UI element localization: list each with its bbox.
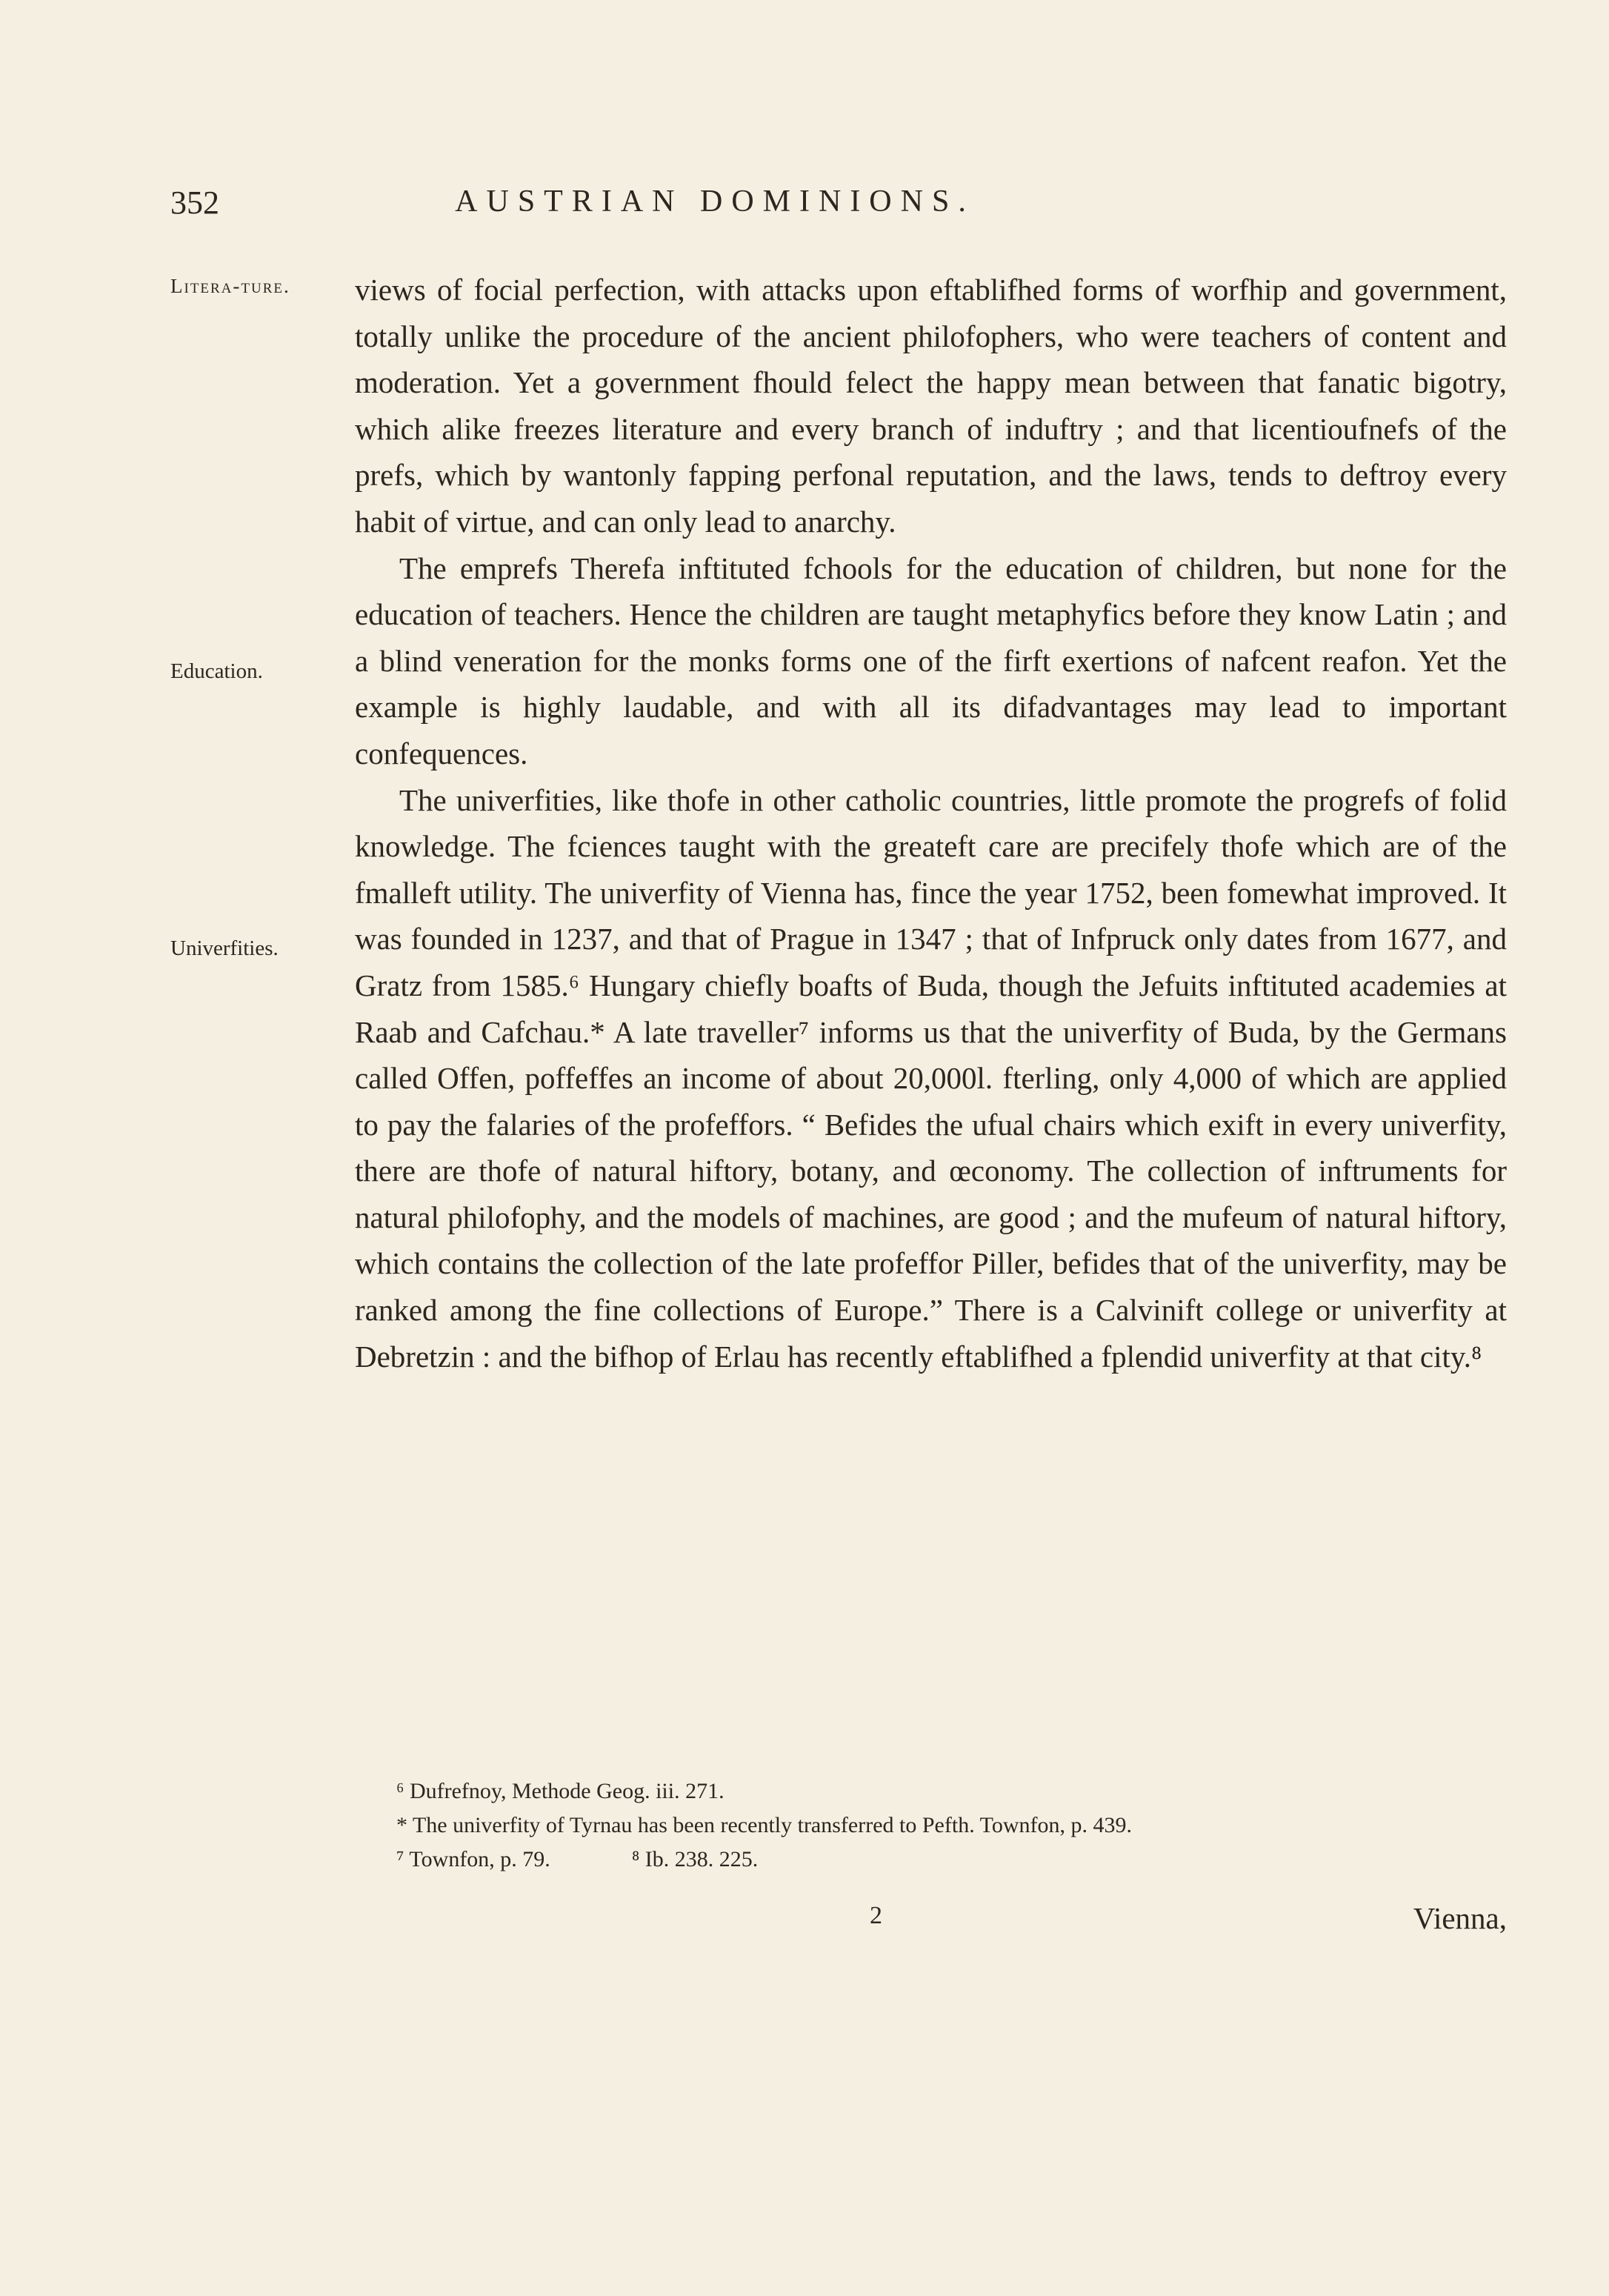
signature-mark: 2	[870, 1902, 882, 1929]
footnotes	[396, 1774, 1508, 1877]
margin-note-education: Education.	[170, 659, 263, 683]
page-number: 352	[170, 184, 219, 221]
footnote-star: * The univerfity of Tyrnau has been recently transferred to Pefth. Townfon, p. 439.	[396, 1813, 1133, 1837]
body-text	[355, 267, 1507, 1380]
paragraph-education: The emprefs Therefa inftituted fchools for the education of children, but none for the education of teachers. Hence the children are taught metaphyfics before they know Latin ; and a blind veneration for the monks forms one of the firft exertions of nafcent reafon. Yet the example is highly laudable, and with all its difadvantages may lead to important confequences.	[355, 550, 1507, 771]
footnote-7: ⁷ Townfon, p. 79.	[396, 1847, 550, 1871]
paragraph-literature: views of focial perfection, with attacks upon eftablifhed forms of worfhip and government, totally unlike the procedure of the ancient philofophers, who were teachers of content and moderation. Yet a government fhould felect the happy mean between that fanatic bigotry, which alike freezes literature and every branch of induftry ; and that licentioufnefs of the prefs, which by wantonly fapping perfonal reputation, and the laws, tends to deftroy every habit of virtue, and can only lead to anarchy.	[355, 273, 1507, 539]
paragraph-universities: The univerfities, like thofe in other catholic countries, little promote the progrefs of folid knowledge. The fciences taught with the greateft care are precifely thofe which are of the fmalleft utility. The univerfity of Vienna has, fince the year 1752, been fomewhat improved. It was founded in 1237, and that of Prague in 1347 ; that of Infpruck only dates from 1677, and Gratz from 1585.⁶ Hungary chiefly boafts of Buda, though the Jefuits inftituted academies at Raab and Cafchau.* A late traveller⁷ informs us that the univerfity of Buda, by the Germans called Offen, poffeffes an income of about 20,000l. fterling, only 4,000 of which are applied to pay the falaries of the profeffors. “ Befides the ufual chairs which exift in every univerfity, there are thofe of natural hiftory, botany, and œconomy. The collection of inftruments for natural philofophy, and the models of machines, are good ; and the mufeum of natural hiftory, which contains the collection of the late profeffor Piller, befides that of the univerfity, may be ranked among the fine collections of Europe.” There is a Calvinift college or univerfity at Debretzin : and the bifhop of Erlau has recently eftablifhed a fplendid univerfity at that city.⁸	[355, 782, 1507, 1374]
margin-note-literature: Litera-ture.	[170, 275, 290, 297]
running-title: AUSTRIAN DOMINIONS.	[455, 184, 975, 219]
page-footer	[355, 1900, 1507, 1945]
footnote-6: ⁶ Dufrefnoy, Methode Geog. iii. 271.	[396, 1779, 724, 1803]
catchword: Vienna,	[1413, 1901, 1507, 1935]
footnote-8: ⁸ Ib. 238. 225.	[631, 1847, 759, 1871]
page-header	[170, 184, 1259, 228]
margin-note-universities: Univerfities.	[170, 936, 279, 960]
